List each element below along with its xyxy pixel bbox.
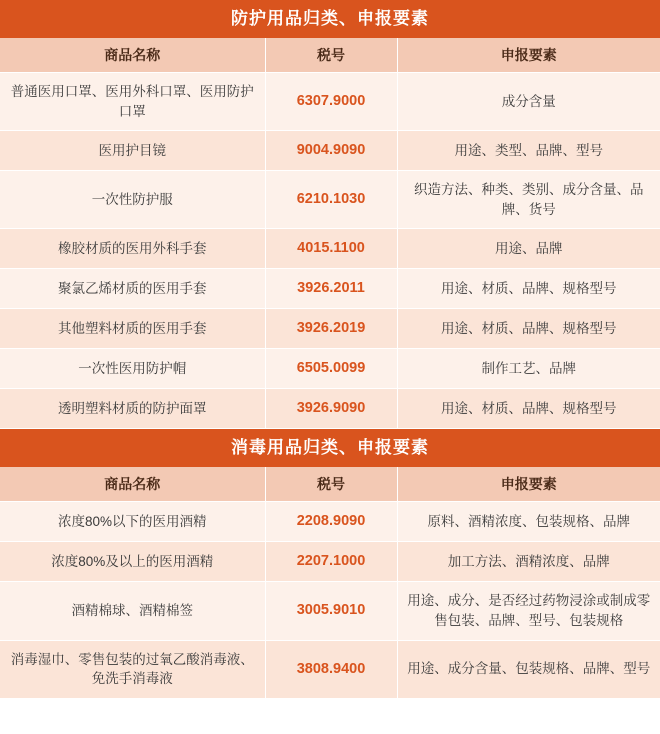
cell-declaration-elements: 用途、材质、品牌、规格型号: [397, 309, 660, 349]
cell-tax-code: 9004.9090: [265, 131, 397, 171]
cell-product-name: 其他塑料材质的医用手套: [0, 309, 265, 349]
cell-declaration-elements: 用途、材质、品牌、规格型号: [397, 269, 660, 309]
cell-product-name: 医用护目镜: [0, 131, 265, 171]
table-row: [0, 309, 660, 349]
table-row: [0, 171, 660, 229]
column-header-tax-code: 税号: [265, 38, 397, 73]
section-title-protective: 防护用品归类、申报要素: [0, 0, 660, 38]
cell-declaration-elements: 用途、品牌: [397, 229, 660, 269]
cell-product-name: 橡胶材质的医用外科手套: [0, 229, 265, 269]
table-row: [0, 131, 660, 171]
table-header-row: [0, 467, 660, 502]
cell-tax-code: 2208.9090: [265, 502, 397, 542]
column-header-tax-code: 税号: [265, 467, 397, 502]
cell-declaration-elements: 原料、酒精浓度、包装规格、品牌: [397, 502, 660, 542]
column-header-product-name: 商品名称: [0, 467, 265, 502]
cell-declaration-elements: 用途、类型、品牌、型号: [397, 131, 660, 171]
cell-declaration-elements: 制作工艺、品牌: [397, 349, 660, 389]
cell-tax-code: 3005.9010: [265, 582, 397, 640]
cell-tax-code: 3808.9400: [265, 640, 397, 698]
cell-product-name: 普通医用口罩、医用外科口罩、医用防护口罩: [0, 73, 265, 131]
table-row: [0, 640, 660, 698]
cell-tax-code: 3926.2019: [265, 309, 397, 349]
cell-declaration-elements: 用途、材质、品牌、规格型号: [397, 389, 660, 429]
cell-declaration-elements: 成分含量: [397, 73, 660, 131]
cell-product-name: 一次性防护服: [0, 171, 265, 229]
table-row: [0, 229, 660, 269]
cell-tax-code: 2207.1000: [265, 542, 397, 582]
table-row: [0, 502, 660, 542]
section-title-disinfection: 消毒用品归类、申报要素: [0, 429, 660, 467]
cell-declaration-elements: 用途、成分含量、包装规格、品牌、型号: [397, 640, 660, 698]
cell-product-name: 浓度80%以下的医用酒精: [0, 502, 265, 542]
cell-tax-code: 6210.1030: [265, 171, 397, 229]
cell-tax-code: 6307.9000: [265, 73, 397, 131]
cell-product-name: 酒精棉球、酒精棉签: [0, 582, 265, 640]
cell-product-name: 透明塑料材质的防护面罩: [0, 389, 265, 429]
table-row: [0, 269, 660, 309]
cell-product-name: 聚氯乙烯材质的医用手套: [0, 269, 265, 309]
table-disinfection-supplies: [0, 467, 660, 698]
cell-tax-code: 4015.1100: [265, 229, 397, 269]
table-row: [0, 582, 660, 640]
table-header-row: [0, 38, 660, 73]
table-row: [0, 542, 660, 582]
cell-product-name: 消毒湿巾、零售包装的过氧乙酸消毒液、免洗手消毒液: [0, 640, 265, 698]
cell-declaration-elements: 用途、成分、是否经过药物浸涂或制成零售包装、品牌、型号、包装规格: [397, 582, 660, 640]
cell-product-name: 浓度80%及以上的医用酒精: [0, 542, 265, 582]
table-row: [0, 73, 660, 131]
table-row: [0, 389, 660, 429]
cell-declaration-elements: 加工方法、酒精浓度、品牌: [397, 542, 660, 582]
column-header-product-name: 商品名称: [0, 38, 265, 73]
cell-product-name: 一次性医用防护帽: [0, 349, 265, 389]
cell-declaration-elements: 织造方法、种类、类别、成分含量、品牌、货号: [397, 171, 660, 229]
table-protective-equipment: [0, 38, 660, 429]
cell-tax-code: 3926.9090: [265, 389, 397, 429]
column-header-declaration-elements: 申报要素: [397, 38, 660, 73]
cell-tax-code: 3926.2011: [265, 269, 397, 309]
cell-tax-code: 6505.0099: [265, 349, 397, 389]
table-row: [0, 349, 660, 389]
column-header-declaration-elements: 申报要素: [397, 467, 660, 502]
